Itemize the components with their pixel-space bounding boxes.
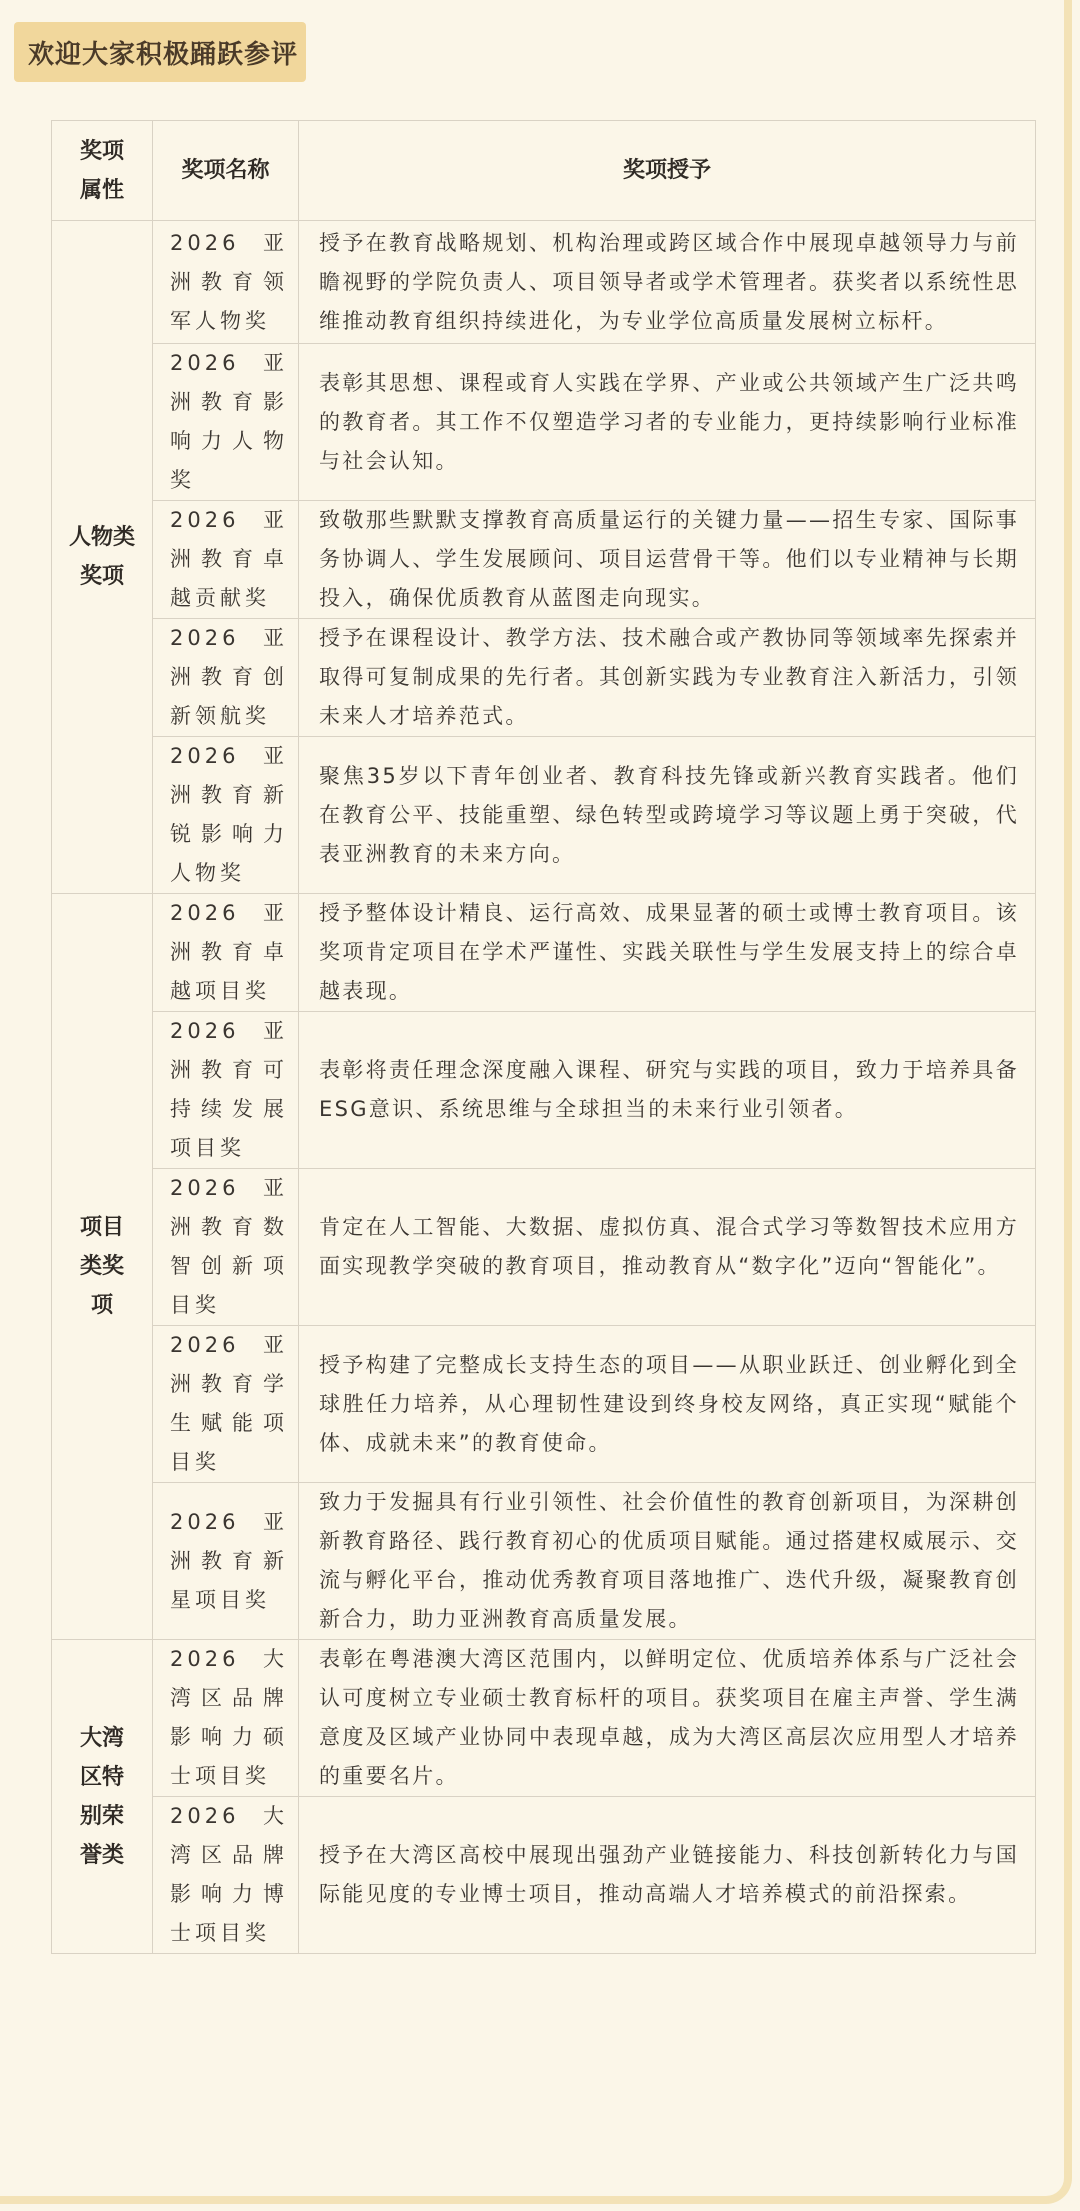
header-grant: 奖项授予 — [299, 121, 1036, 221]
award-name: 2026大湾区品牌影响力硕士项目奖 — [153, 1640, 299, 1797]
award-desc: 致敬那些默默支撑教育高质量运行的关键力量——招生专家、国际事务协调人、学生发展顾问、项目运营骨干等。他们以专业精神与长期投入，确保优质教育从蓝图走向现实。 — [299, 501, 1036, 619]
award-desc: 致力于发掘具有行业引领性、社会价值性的教育创新项目，为深耕创新教育路径、践行教育初心的优质项目赋能。通过搭建权威展示、交流与孵化平台，推动优秀教育项目落地推广、迭代升级，凝聚教育创新合力，助力亚洲教育高质量发展。 — [299, 1483, 1036, 1640]
table-row — [52, 619, 1036, 737]
header-name: 奖项名称 — [153, 121, 299, 221]
award-desc: 表彰在粤港澳大湾区范围内，以鲜明定位、优质培养体系与广泛社会认可度树立专业硕士教育标杆的项目。获奖项目在雇主声誉、学生满意度及区域产业协同中表现卓越，成为大湾区高层次应用型人才培养的重要名片。 — [299, 1640, 1036, 1797]
award-desc: 授予在教育战略规划、机构治理或跨区域合作中展现卓越领导力与前瞻视野的学院负责人、项目领导者或学术管理者。获奖者以系统性思维推动教育组织持续进化，为专业学位高质量发展树立标杆。 — [299, 221, 1036, 344]
award-name: 2026亚洲教育创新领航奖 — [153, 619, 299, 737]
table-row — [52, 1797, 1036, 1954]
table-row — [52, 1483, 1036, 1640]
award-name: 2026 亚洲教育新星项目奖 — [153, 1483, 299, 1640]
table-row — [52, 1640, 1036, 1797]
award-desc: 授予在课程设计、教学方法、技术融合或产教协同等领域率先探索并取得可复制成果的先行者。其创新实践为专业教育注入新活力，引领未来人才培养范式。 — [299, 619, 1036, 737]
award-desc: 表彰将责任理念深度融入课程、研究与实践的项目，致力于培养具备ESG意识、系统思维与全球担当的未来行业引领者。 — [299, 1012, 1036, 1169]
category-people: 人物类奖项 — [52, 221, 153, 894]
table-row — [52, 501, 1036, 619]
award-name: 2026大湾区品牌影响力博士项目奖 — [153, 1797, 299, 1954]
category-projects: 项目类奖项 — [52, 894, 153, 1640]
award-desc: 聚焦35岁以下青年创业者、教育科技先锋或新兴教育实践者。他们在教育公平、技能重塑、绿色转型或跨境学习等议题上勇于突破，代表亚洲教育的未来方向。 — [299, 737, 1036, 894]
header-category: 奖项属性 — [52, 121, 153, 221]
award-desc: 肯定在人工智能、大数据、虚拟仿真、混合式学习等数智技术应用方面实现教学突破的教育项目，推动教育从“数字化”迈向“智能化”。 — [299, 1169, 1036, 1326]
table-row — [52, 1012, 1036, 1169]
award-name: 2026亚洲教育数智创新项目奖 — [153, 1169, 299, 1326]
page-title: 欢迎大家积极踊跃参评 — [14, 22, 306, 82]
award-name: 2026亚洲教育卓越项目奖 — [153, 894, 299, 1012]
table-row — [52, 1169, 1036, 1326]
award-desc: 授予整体设计精良、运行高效、成果显著的硕士或博士教育项目。该奖项肯定项目在学术严谨性、实践关联性与学生发展支持上的综合卓越表现。 — [299, 894, 1036, 1012]
award-name: 2026亚洲教育新锐影响力人物奖 — [153, 737, 299, 894]
table-header-row — [52, 121, 1036, 221]
award-desc: 授予在大湾区高校中展现出强劲产业链接能力、科技创新转化力与国际能见度的专业博士项目，推动高端人才培养模式的前沿探索。 — [299, 1797, 1036, 1954]
table-row — [52, 1326, 1036, 1483]
table-row — [52, 221, 1036, 344]
award-name: 2026亚洲教育卓越贡献奖 — [153, 501, 299, 619]
table-row — [52, 737, 1036, 894]
award-desc: 表彰其思想、课程或育人实践在学界、产业或公共领域产生广泛共鸣的教育者。其工作不仅塑造学习者的专业能力，更持续影响行业标准与社会认知。 — [299, 344, 1036, 501]
award-table — [51, 120, 1036, 1954]
award-name: 2026亚洲教育影响力人物奖 — [153, 344, 299, 501]
award-desc: 授予构建了完整成长支持生态的项目——从职业跃迁、创业孵化到全球胜任力培养，从心理韧性建设到终身校友网络，真正实现“赋能个体、成就未来”的教育使命。 — [299, 1326, 1036, 1483]
table-row — [52, 894, 1036, 1012]
table-row — [52, 344, 1036, 501]
award-name: 2026亚洲教育领军人物奖 — [153, 221, 299, 344]
award-name: 2026亚洲教育学生赋能项目奖 — [153, 1326, 299, 1483]
category-gba: 大湾区特别荣誉类 — [52, 1640, 153, 1954]
award-name: 2026亚洲教育可持续发展项目奖 — [153, 1012, 299, 1169]
